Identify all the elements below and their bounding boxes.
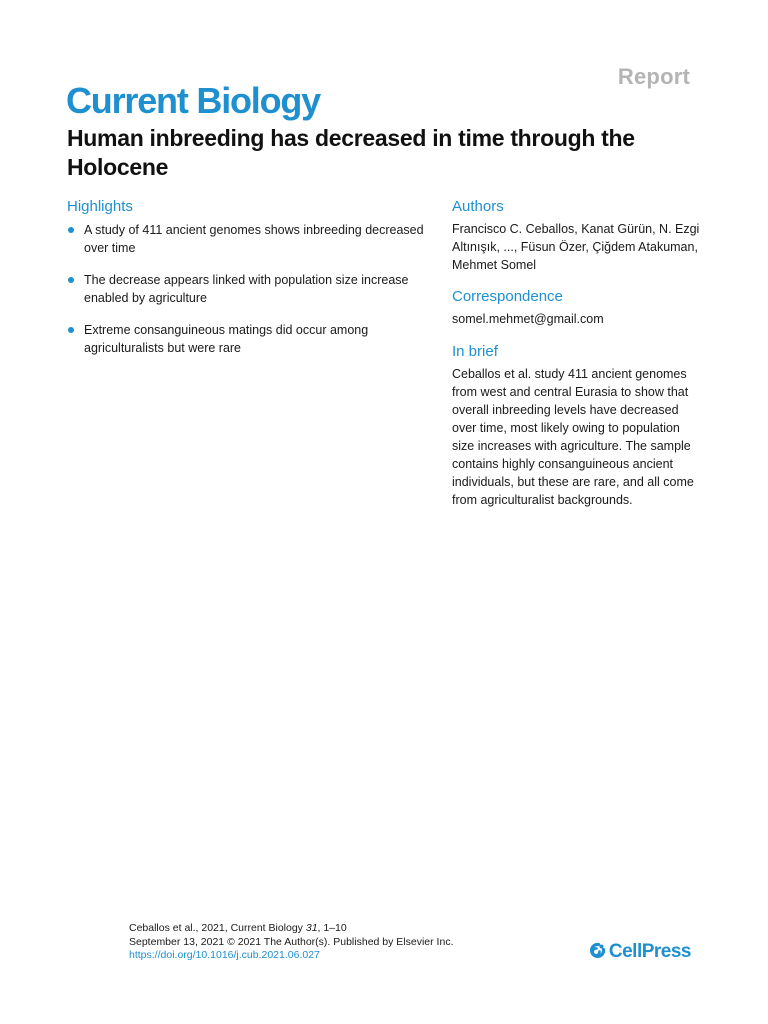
correspondence-block — [452, 288, 702, 328]
citation-volume: 31 — [305, 922, 318, 934]
cellpress-logo-icon — [586, 942, 606, 962]
highlight-item — [67, 221, 447, 257]
cellpress-logo[interactable] — [586, 941, 691, 963]
bullet-icon — [68, 227, 74, 233]
copyright-line: September 13, 2021 © 2021 The Author(s). Published by Elsevier Inc. — [129, 935, 454, 948]
summary-column — [452, 198, 702, 523]
authors-heading: Authors — [452, 198, 504, 215]
doi-link[interactable]: https://doi.org/10.1016/j.cub.2021.06.027 — [129, 949, 320, 961]
citation-footer — [129, 922, 549, 963]
highlight-item — [67, 321, 447, 357]
highlight-text: A study of 411 ancient genomes shows inbreeding decreased over time — [84, 223, 424, 255]
highlight-item — [67, 271, 447, 307]
in-brief-heading: In brief — [452, 343, 498, 360]
correspondence-heading: Correspondence — [452, 288, 563, 305]
highlights-list — [67, 221, 447, 357]
journal-name[interactable]: Current Biology — [66, 80, 321, 121]
highlights-section — [67, 198, 447, 371]
highlights-heading: Highlights — [67, 198, 133, 215]
in-brief-block — [452, 343, 702, 509]
bullet-icon — [68, 327, 74, 333]
authors-block — [452, 198, 702, 274]
report-label: Report — [617, 64, 690, 89]
authors-list: Francisco C. Ceballos, Kanat Gürün, N. Ezgi Altınışık, ..., Füsun Özer, Çiğdem Atakuman, Mehmet Somel — [452, 222, 700, 272]
cellpress-logo-text: CellPress — [608, 941, 691, 962]
bullet-icon — [68, 277, 74, 283]
citation-pages: , 1–10 — [317, 922, 347, 934]
highlight-text: The decrease appears linked with population size increase enabled by agriculture — [84, 273, 409, 305]
paper-title: Human inbreeding has decreased in time through the Holocene — [67, 125, 635, 180]
highlight-text: Extreme consanguineous matings did occur among agriculturalists but were rare — [84, 323, 369, 355]
citation-line — [129, 922, 549, 936]
in-brief-text: Ceballos et al. study 411 ancient genomes from west and central Eurasia to show that overall inbreeding levels have decreased over time, most likely owing to population size increases with agriculture. The sample contains highly consanguineous ancient individuals, but these are rare, and all come from agriculturalist backgrounds. — [452, 367, 694, 507]
citation-prefix: Ceballos et al., 2021, Current Biology — [129, 922, 306, 934]
correspondence-email-link[interactable]: somel.mehmet@gmail.com — [452, 312, 604, 326]
